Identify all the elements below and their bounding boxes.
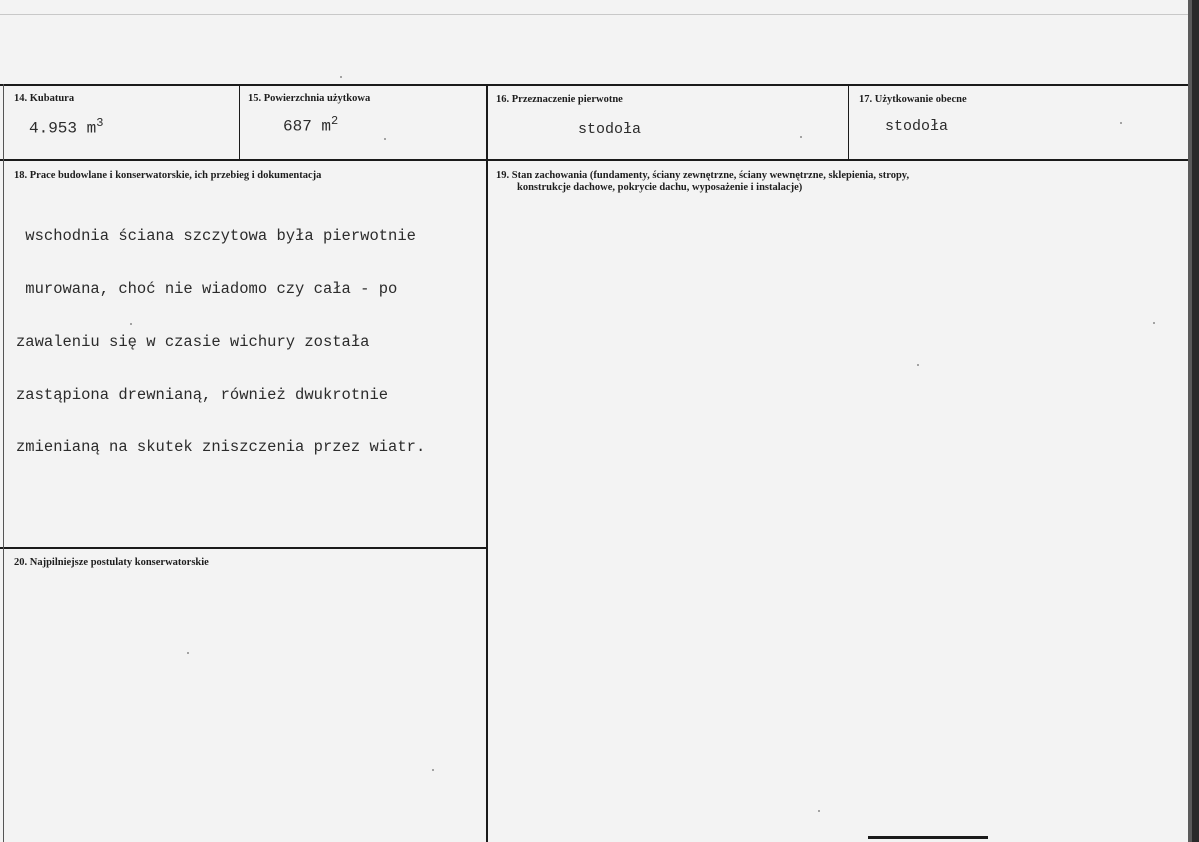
field-16-label: 16. Przeznaczenie pierwotne: [496, 94, 623, 105]
field-15-label: 15. Powierzchnia użytkowa: [248, 93, 371, 104]
field-20-conservation-postulates: [4, 549, 486, 842]
field-20-label: 20. Najpilniejsze postulaty konserwatorskie: [14, 557, 209, 568]
field-14-number: 4.953: [29, 119, 78, 138]
scan-speck: [1120, 122, 1122, 124]
field-19-label-line1: 19. Stan zachowania (fundamenty, ściany zewnętrzne, ściany wewnętrzne, sklepienia, stropy,: [496, 170, 910, 181]
scan-speck: [384, 138, 386, 140]
field-18-line: zmienianą na skutek zniszczenia przez wiatr.: [16, 438, 426, 457]
scan-speck: [130, 323, 132, 325]
field-14-cubature: [4, 86, 239, 159]
page-edge: [1192, 0, 1199, 842]
field-19-label-line2: konstrukcje dachowe, pokrycie dachu, wyposażenie i instalacje): [517, 182, 803, 193]
field-17-current-use: [849, 86, 1188, 159]
field-15-exponent: 2: [331, 114, 339, 128]
field-18-line: zastąpiona drewnianą, również dwukrotnie: [16, 385, 389, 404]
scan-speck: [340, 76, 342, 78]
scan-speck: [432, 769, 434, 771]
field-16-original-purpose: [488, 86, 848, 159]
field-14-value: [29, 116, 103, 137]
field-15-unit: m: [321, 117, 332, 136]
field-17-value: stodoła: [885, 118, 949, 135]
field-18-text: [16, 193, 425, 492]
scan-speck: [187, 652, 189, 654]
field-18-line: zawaleniu się w czasie wichury została: [16, 332, 370, 351]
field-15-number: 687: [283, 117, 312, 136]
field-19-condition: [488, 161, 1188, 842]
field-18-line: murowana, choć nie wiadomo czy cała - po: [16, 279, 398, 298]
top-faint-rule: [0, 14, 1188, 15]
field-14-unit: m: [86, 119, 97, 138]
scan-speck: [800, 136, 802, 138]
scan-speck: [917, 364, 919, 366]
field-17-label: 17. Użytkowanie obecne: [859, 94, 967, 105]
field-15-usable-area: [240, 86, 486, 159]
field-18-construction-works: [4, 161, 486, 547]
field-14-exponent: 3: [96, 116, 104, 130]
field-14-label: 14. Kubatura: [14, 93, 75, 104]
scan-speck: [1153, 322, 1155, 324]
scan-speck: [818, 810, 820, 812]
field-18-line: wschodnia ściana szczytowa była pierwotnie: [16, 227, 416, 246]
field-18-label: 18. Prace budowlane i konserwatorskie, ich przebieg i dokumentacja: [14, 170, 322, 181]
field-15-value: [283, 114, 338, 135]
field-16-value: stodoła: [578, 121, 642, 138]
